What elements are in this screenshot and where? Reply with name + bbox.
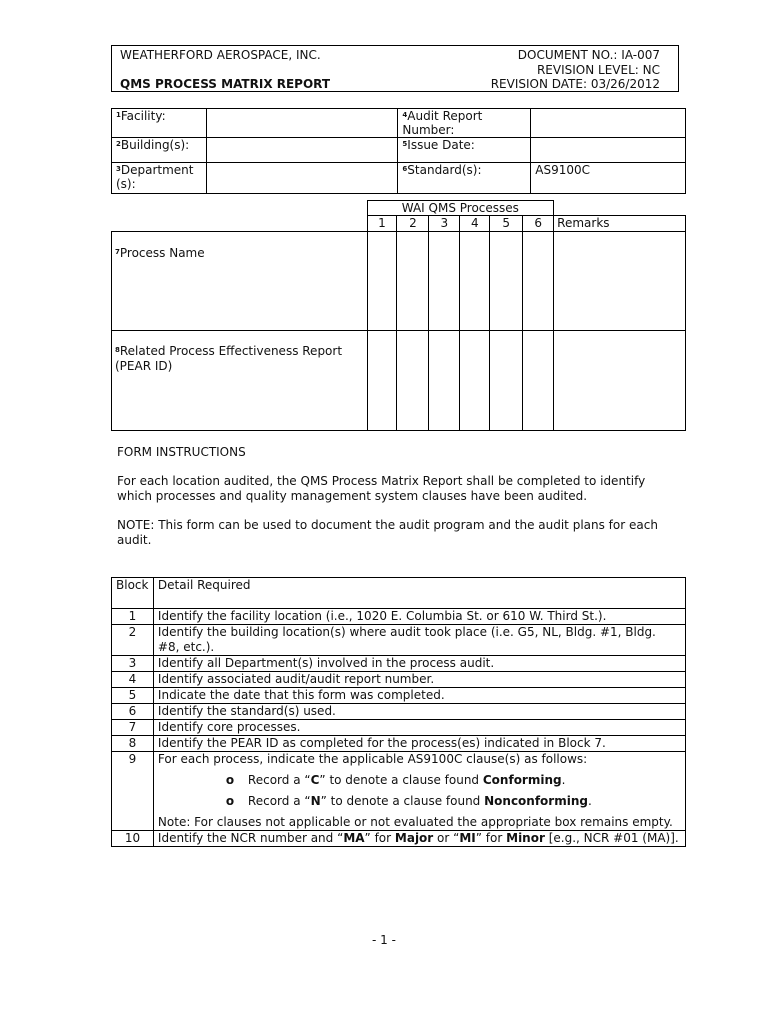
block-detail: Identify core processes. [153,720,685,736]
block-detail: Indicate the date that this form was completed. [153,688,685,704]
process-col-4: 4 [460,216,490,232]
audit-report-label: $^4$Audit Report Number: [398,109,531,138]
block-number: 2 [112,625,154,656]
remarks-header: Remarks [554,216,686,232]
company-name: WEATHERFORD AEROSPACE, INC. [120,48,321,62]
remarks-cell[interactable] [554,331,686,431]
wai-qms-processes-header: WAI QMS Processes [367,201,554,216]
matrix-cell[interactable] [397,232,429,331]
block-instructions-table [111,577,686,847]
instructions-paragraph: For each location audited, the QMS Process Matrix Report shall be completed to identify which processes and quality management system clauses have been audited. [117,474,646,503]
matrix-cell[interactable] [460,331,490,431]
block-number: 1 [112,609,154,625]
block-number: 8 [112,736,154,752]
block-col-header: Block [112,578,154,609]
block-detail: Identify all Department(s) involved in the process audit. [153,656,685,672]
building-field[interactable] [206,138,397,163]
facility-label: $^1$Facility: [112,109,207,138]
block-detail [153,752,685,831]
audit-info-table [111,108,686,194]
block-detail: Identify the NCR number and “MA” for Major or “MI” for Minor [e.g., NCR #01 (MA)]. [153,831,685,847]
matrix-cell[interactable] [429,232,460,331]
bullet-icon: o [225,773,235,787]
bullet-icon: o [225,794,235,808]
block-detail: Identify the facility location (i.e., 1020 E. Columbia St. or 610 W. Third St.). [153,609,685,625]
matrix-cell[interactable] [490,232,523,331]
document-number: DOCUMENT NO.: IA-007 [517,48,660,62]
block-number: 7 [112,720,154,736]
issue-date-field[interactable] [531,138,686,163]
process-col-3: 3 [429,216,460,232]
revision-level: REVISION LEVEL: NC [536,63,660,77]
matrix-cell[interactable] [367,232,397,331]
process-name-label: $^7$Process Name [112,232,368,331]
instructions-note: NOTE: This form can be used to document the audit program and the audit plans for each audit. [117,518,658,547]
detail-col-header: Detail Required [153,578,685,609]
audit-report-field[interactable] [531,109,686,138]
conforming-bullet: o Record a “C” to denote a clause found Conforming. [225,773,566,787]
block-number: 3 [112,656,154,672]
pear-id-label: $^8$Related Process Effectiveness Report (PEAR ID) [112,331,368,431]
building-label: $^2$Building(s): [112,138,207,163]
nonconforming-bullet: o Record a “N” to denote a clause found Nonconforming. [225,794,592,808]
revision-date: REVISION DATE: 03/26/2012 [490,77,660,91]
standard-field[interactable]: AS9100C [531,163,686,194]
process-col-2: 2 [397,216,429,232]
block-detail: Identify the standard(s) used. [153,704,685,720]
block-detail: Identify the building location(s) where audit took place (i.e. G5, NL, Bldg. #1, Bldg. #8, etc.). [153,625,685,656]
matrix-cell[interactable] [397,331,429,431]
process-col-5: 5 [490,216,523,232]
block-number: 10 [112,831,154,847]
block-number: 4 [112,672,154,688]
document-header [111,45,679,92]
matrix-cell[interactable] [367,331,397,431]
matrix-cell[interactable] [523,331,554,431]
matrix-cell[interactable] [523,232,554,331]
form-instructions [117,445,682,562]
block-9-intro: For each process, indicate the applicable AS9100C clause(s) as follows: [157,752,588,766]
matrix-cell[interactable] [490,331,523,431]
block-detail: Identify associated audit/audit report number. [153,672,685,688]
report-title: QMS PROCESS MATRIX REPORT [120,77,331,91]
matrix-cell[interactable] [460,232,490,331]
department-field[interactable] [206,163,397,194]
process-col-6: 6 [523,216,554,232]
block-detail: Identify the PEAR ID as completed for the process(es) indicated in Block 7. [153,736,685,752]
remarks-cell[interactable] [554,232,686,331]
process-col-1: 1 [367,216,397,232]
instructions-title: FORM INSTRUCTIONS [117,445,246,459]
department-label: $^3$Department (s): [112,163,207,194]
process-matrix-table [111,200,686,431]
facility-field[interactable] [206,109,397,138]
page-number: - 1 - [372,933,396,947]
matrix-cell[interactable] [429,331,460,431]
standard-label: $^6$Standard(s): [398,163,531,194]
block-9-note: Note: For clauses not applicable or not evaluated the appropriate box remains empty. [157,815,673,829]
issue-date-label: $^5$Issue Date: [398,138,531,163]
block-number: 6 [112,704,154,720]
block-number: 9 [112,752,154,831]
block-number: 5 [112,688,154,704]
